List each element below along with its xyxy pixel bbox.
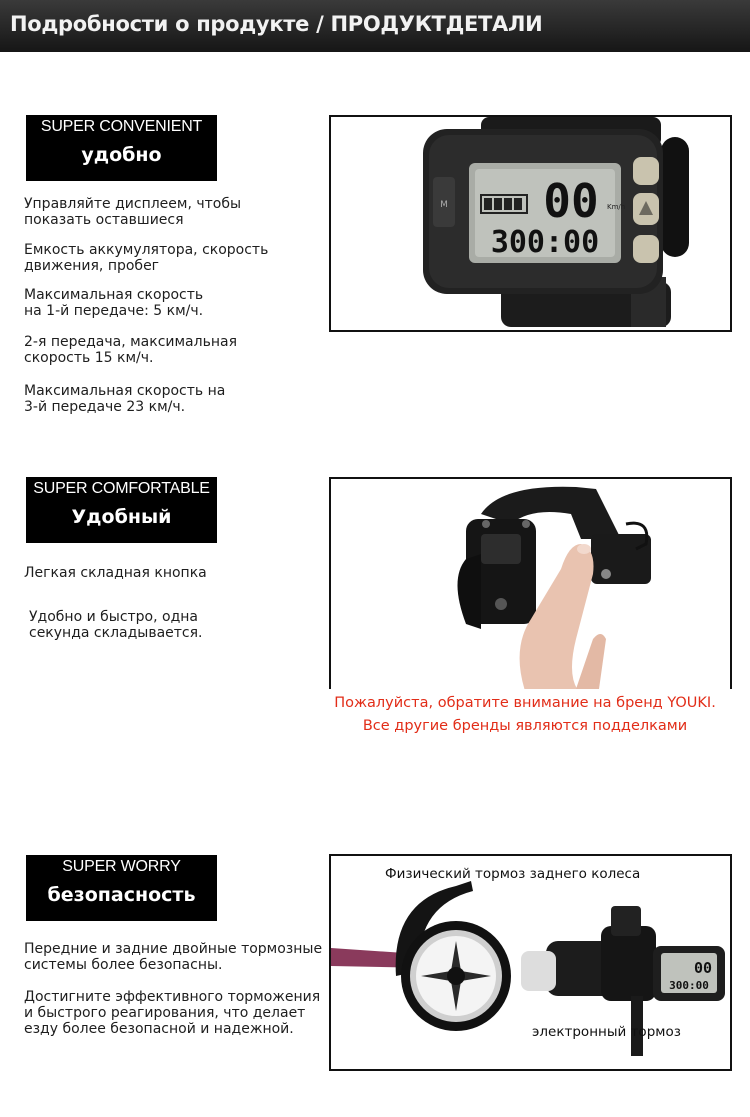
page-title: Подробности о продукте / ПРОДУКТДЕТАЛИ (10, 12, 543, 36)
badge-russian-label: удобно (81, 144, 162, 166)
display-photo (329, 115, 732, 332)
feature-badge-convenient (26, 115, 217, 181)
feature-text: Емкость аккумулятора, скорость движения, пробег (24, 242, 269, 274)
lcd-speed: 00 (543, 174, 599, 228)
feature-text: Легкая складная кнопка (24, 565, 207, 581)
badge-english-label: SUPER CONVENIENT (40, 118, 203, 135)
caption-electronic-brake: электронный тормоз (532, 1024, 681, 1040)
feature-text: 2-я передача, максимальная скорость 15 км/ч. (24, 334, 237, 366)
feature-text: Удобно и быстро, одна секунда складывается. (29, 609, 203, 641)
feature-badge-safety (26, 855, 217, 921)
caption-rear-brake: Физический тормоз заднего колеса (385, 866, 641, 882)
brand-notice-line: Пожалуйста, обратите внимание на бренд YOUKI. (334, 695, 716, 711)
lcd-unit: Km/h (607, 203, 626, 211)
feature-text: Передние и задние двойные тормозные системы более безопасны. (24, 941, 323, 973)
badge-russian-label: Удобный (71, 506, 172, 528)
feature-text: Максимальная скорость на 1-й передаче: 5 км/ч. (24, 287, 204, 319)
lcd-odometer: 300:00 (490, 225, 600, 260)
feature-text: Достигните эффективного торможения и быстрого реагирования, что делает езду более безопасной и надежной. (24, 989, 321, 1037)
feature-text: Максимальная скорость на 3-й передаче 23 км/ч. (24, 383, 226, 415)
svg-text:M: M (440, 200, 448, 210)
mini-lcd-odometer: 300:00 (669, 979, 709, 992)
folding-button-photo (329, 477, 732, 689)
badge-russian-label: безопасность (47, 884, 196, 906)
badge-english-label: SUPER COMFORTABLE (33, 480, 210, 497)
brand-notice-line: Все другие бренды являются подделками (362, 718, 688, 734)
mini-lcd-speed: 00 (693, 959, 713, 977)
feature-badge-comfortable (26, 477, 217, 543)
feature-text: Управляйте дисплеем, чтобы показать оставшиеся (24, 196, 242, 228)
badge-english-label: SUPER WORRY (62, 858, 181, 875)
brand-notice (326, 692, 724, 738)
page-header (0, 0, 750, 52)
